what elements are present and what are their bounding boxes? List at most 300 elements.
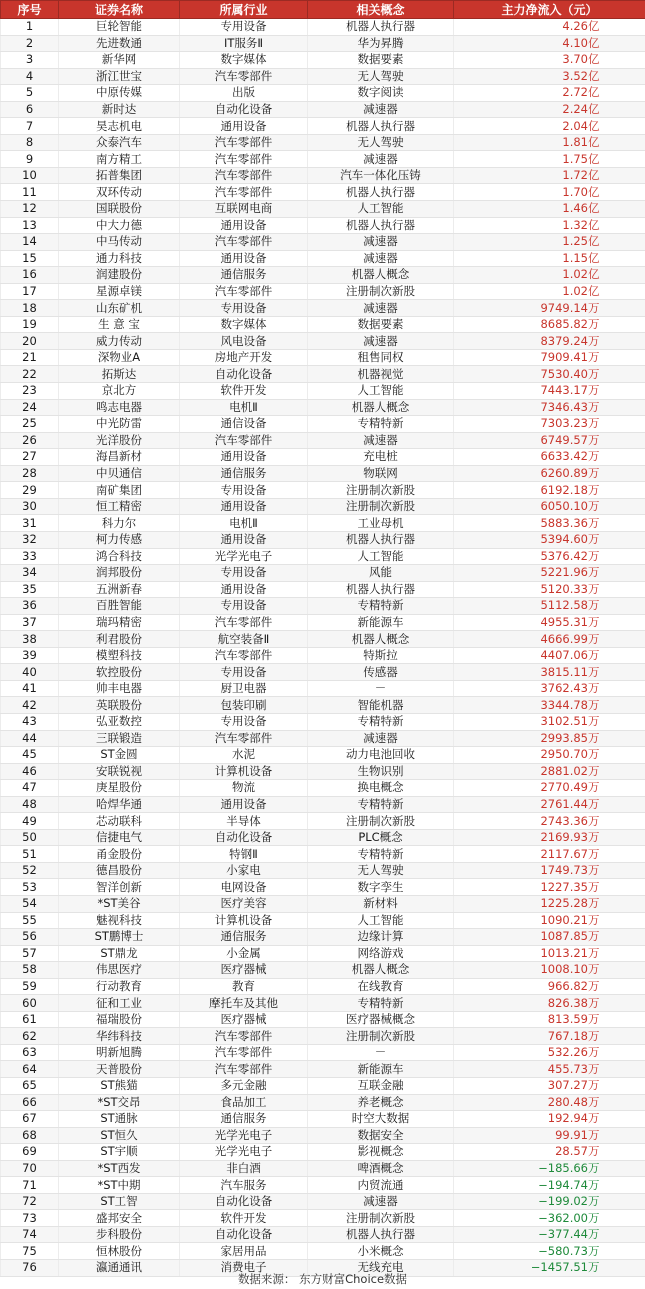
- industry-cell: 出版: [180, 85, 308, 102]
- table-row[interactable]: [1, 134, 645, 151]
- net-inflow-cell: 2743.36万: [454, 813, 645, 830]
- stock-name-cell: 百胜智能: [59, 598, 180, 615]
- stock-name-cell: 鸣志电器: [59, 399, 180, 416]
- net-inflow-cell: 1.75亿: [454, 151, 645, 168]
- stock-name-cell: 五洲新春: [59, 581, 180, 598]
- concept-cell: 风能: [308, 565, 454, 582]
- industry-cell: 通信服务: [180, 465, 308, 482]
- table-row[interactable]: [1, 349, 645, 366]
- net-inflow-cell: 1008.10万: [454, 962, 645, 979]
- concept-cell: 专精特新: [308, 995, 454, 1012]
- industry-cell: 非白酒: [180, 1160, 308, 1177]
- net-inflow-cell: 4.26亿: [454, 19, 645, 36]
- net-inflow-cell: 966.82万: [454, 978, 645, 995]
- net-inflow-cell: 813.59万: [454, 1011, 645, 1028]
- concept-cell: 物联网: [308, 465, 454, 482]
- table-row[interactable]: [1, 697, 645, 714]
- industry-cell: 包装印刷: [180, 697, 308, 714]
- net-inflow-cell: 1749.73万: [454, 862, 645, 879]
- concept-cell: 机器人执行器: [308, 531, 454, 548]
- table-row[interactable]: [1, 118, 645, 135]
- concept-cell: 数字孪生: [308, 879, 454, 896]
- rank-cell: 47: [1, 780, 59, 797]
- concept-cell: 机器人概念: [308, 399, 454, 416]
- stock-name-cell: 征和工业: [59, 995, 180, 1012]
- stock-name-cell: 威力传动: [59, 333, 180, 350]
- rank-cell: 27: [1, 449, 59, 466]
- rank-cell: 11: [1, 184, 59, 201]
- stock-name-cell: 中贝通信: [59, 465, 180, 482]
- rank-cell: 24: [1, 399, 59, 416]
- table-row[interactable]: [1, 201, 645, 218]
- concept-cell: 专精特新: [308, 416, 454, 433]
- concept-cell: 时空大数据: [308, 1111, 454, 1128]
- table-row[interactable]: [1, 316, 645, 333]
- stock-name-cell: 安联锐视: [59, 763, 180, 780]
- concept-cell: 机器人概念: [308, 962, 454, 979]
- net-inflow-cell: 5112.58万: [454, 598, 645, 615]
- table-row[interactable]: [1, 68, 645, 85]
- table-row[interactable]: [1, 1160, 645, 1177]
- table-row[interactable]: [1, 184, 645, 201]
- table-row[interactable]: [1, 217, 645, 234]
- concept-cell: 专精特新: [308, 713, 454, 730]
- industry-cell: 汽车零部件: [180, 283, 308, 300]
- table-row[interactable]: [1, 548, 645, 565]
- net-inflow-cell: 3344.78万: [454, 697, 645, 714]
- industry-cell: 通用设备: [180, 250, 308, 267]
- table-row[interactable]: [1, 85, 645, 102]
- concept-cell: 专精特新: [308, 796, 454, 813]
- rank-cell: 20: [1, 333, 59, 350]
- industry-cell: 教育: [180, 978, 308, 995]
- net-inflow-cell: 6749.57万: [454, 432, 645, 449]
- table-row[interactable]: [1, 1061, 645, 1078]
- industry-cell: 通用设备: [180, 118, 308, 135]
- industry-cell: 通用设备: [180, 498, 308, 515]
- industry-cell: 物流: [180, 780, 308, 797]
- rank-cell: 43: [1, 713, 59, 730]
- concept-cell: 人工智能: [308, 548, 454, 565]
- rank-cell: 58: [1, 962, 59, 979]
- rank-cell: 51: [1, 846, 59, 863]
- concept-cell: 充电桩: [308, 449, 454, 466]
- table-row[interactable]: [1, 945, 645, 962]
- industry-cell: 计算机设备: [180, 763, 308, 780]
- stock-name-cell: 海昌新材: [59, 449, 180, 466]
- rank-cell: 73: [1, 1210, 59, 1227]
- rank-cell: 66: [1, 1094, 59, 1111]
- industry-cell: 光学光电子: [180, 548, 308, 565]
- header-stock-name[interactable]: 证券名称: [59, 1, 180, 19]
- table-row[interactable]: [1, 598, 645, 615]
- concept-cell: 减速器: [308, 151, 454, 168]
- concept-cell: 无人驾驶: [308, 68, 454, 85]
- concept-cell: 新能源车: [308, 1061, 454, 1078]
- stock-name-cell: 甬金股份: [59, 846, 180, 863]
- table-row[interactable]: [1, 432, 645, 449]
- rank-cell: 50: [1, 829, 59, 846]
- header-industry[interactable]: 所属行业: [180, 1, 308, 19]
- industry-cell: 汽车零部件: [180, 167, 308, 184]
- table-row[interactable]: [1, 565, 645, 582]
- rank-cell: 75: [1, 1243, 59, 1260]
- table-row[interactable]: [1, 416, 645, 433]
- stock-name-cell: 瀛通通讯: [59, 1260, 180, 1277]
- table-row[interactable]: [1, 962, 645, 979]
- net-inflow-cell: 2117.67万: [454, 846, 645, 863]
- rank-cell: 30: [1, 498, 59, 515]
- stock-name-cell: 帅丰电器: [59, 680, 180, 697]
- concept-cell: 注册制次新股: [308, 498, 454, 515]
- stock-name-cell: *ST美谷: [59, 895, 180, 912]
- table-row[interactable]: [1, 995, 645, 1012]
- stock-name-cell: 魅视科技: [59, 912, 180, 929]
- stock-name-cell: 明新旭腾: [59, 1044, 180, 1061]
- net-inflow-cell: 1227.35万: [454, 879, 645, 896]
- industry-cell: 小家电: [180, 862, 308, 879]
- industry-cell: IT服务Ⅱ: [180, 35, 308, 52]
- table-row[interactable]: [1, 1193, 645, 1210]
- table-row[interactable]: [1, 333, 645, 350]
- stock-name-cell: 天普股份: [59, 1061, 180, 1078]
- table-row[interactable]: [1, 250, 645, 267]
- stock-name-cell: 昊志机电: [59, 118, 180, 135]
- industry-cell: 自动化设备: [180, 366, 308, 383]
- stock-name-cell: 先进数通: [59, 35, 180, 52]
- stock-name-cell: 行动教育: [59, 978, 180, 995]
- table-row[interactable]: [1, 879, 645, 896]
- table-body: [1, 19, 645, 1277]
- rank-cell: 12: [1, 201, 59, 218]
- stock-name-cell: 步科股份: [59, 1226, 180, 1243]
- table-row[interactable]: [1, 1094, 645, 1111]
- industry-cell: 多元金融: [180, 1078, 308, 1095]
- net-inflow-cell: 1.81亿: [454, 134, 645, 151]
- table-row[interactable]: [1, 1011, 645, 1028]
- table-row[interactable]: [1, 1243, 645, 1260]
- net-inflow-cell: 3.52亿: [454, 68, 645, 85]
- table-row[interactable]: [1, 680, 645, 697]
- table-row[interactable]: [1, 283, 645, 300]
- concept-cell: 人工智能: [308, 201, 454, 218]
- rank-cell: 65: [1, 1078, 59, 1095]
- net-inflow-cell: −185.66万: [454, 1160, 645, 1177]
- industry-cell: 电网设备: [180, 879, 308, 896]
- stock-name-cell: *ST中期: [59, 1177, 180, 1194]
- industry-cell: 食品加工: [180, 1094, 308, 1111]
- rank-cell: 32: [1, 531, 59, 548]
- industry-cell: 汽车服务: [180, 1177, 308, 1194]
- stock-name-cell: 星源卓镁: [59, 283, 180, 300]
- net-inflow-cell: 4407.06万: [454, 647, 645, 664]
- rank-cell: 10: [1, 167, 59, 184]
- net-inflow-cell: 1087.85万: [454, 929, 645, 946]
- net-inflow-cell: −362.00万: [454, 1210, 645, 1227]
- rank-cell: 53: [1, 879, 59, 896]
- table-row[interactable]: [1, 1044, 645, 1061]
- table-row[interactable]: [1, 747, 645, 764]
- table-row[interactable]: [1, 1144, 645, 1161]
- net-inflow-cell: 4666.99万: [454, 631, 645, 648]
- rank-cell: 38: [1, 631, 59, 648]
- stock-name-cell: 瑞玛精密: [59, 614, 180, 631]
- rank-cell: 15: [1, 250, 59, 267]
- industry-cell: 自动化设备: [180, 1226, 308, 1243]
- rank-cell: 7: [1, 118, 59, 135]
- rank-cell: 44: [1, 730, 59, 747]
- concept-cell: 机器人执行器: [308, 581, 454, 598]
- concept-cell: 人工智能: [308, 912, 454, 929]
- concept-cell: 边缘计算: [308, 929, 454, 946]
- rank-cell: 22: [1, 366, 59, 383]
- industry-cell: 风电设备: [180, 333, 308, 350]
- rank-cell: 57: [1, 945, 59, 962]
- rank-cell: 64: [1, 1061, 59, 1078]
- concept-cell: 注册制次新股: [308, 813, 454, 830]
- net-inflow-cell: 1.25亿: [454, 234, 645, 251]
- stock-name-cell: 信捷电气: [59, 829, 180, 846]
- industry-cell: 通信服务: [180, 1111, 308, 1128]
- table-row[interactable]: [1, 366, 645, 383]
- stock-name-cell: 恒林股份: [59, 1243, 180, 1260]
- rank-cell: 69: [1, 1144, 59, 1161]
- table-row[interactable]: [1, 101, 645, 118]
- rank-cell: 34: [1, 565, 59, 582]
- concept-cell: 人工智能: [308, 383, 454, 400]
- table-row[interactable]: [1, 465, 645, 482]
- stock-name-cell: 众泰汽车: [59, 134, 180, 151]
- rank-cell: 28: [1, 465, 59, 482]
- table-row[interactable]: [1, 449, 645, 466]
- table-row[interactable]: [1, 581, 645, 598]
- net-inflow-cell: 280.48万: [454, 1094, 645, 1111]
- industry-cell: 通用设备: [180, 217, 308, 234]
- concept-cell: 机器人概念: [308, 631, 454, 648]
- stock-name-cell: 巨轮智能: [59, 19, 180, 36]
- rank-cell: 52: [1, 862, 59, 879]
- net-inflow-cell: 307.27万: [454, 1078, 645, 1095]
- rank-cell: 36: [1, 598, 59, 615]
- stock-name-cell: ST工智: [59, 1193, 180, 1210]
- net-inflow-cell: 3762.43万: [454, 680, 645, 697]
- industry-cell: 通用设备: [180, 449, 308, 466]
- stock-name-cell: *ST西发: [59, 1160, 180, 1177]
- table-header: [1, 1, 645, 19]
- stock-name-cell: 庚星股份: [59, 780, 180, 797]
- concept-cell: 注册制次新股: [308, 1028, 454, 1045]
- net-inflow-cell: 3.70亿: [454, 52, 645, 69]
- table-row[interactable]: [1, 763, 645, 780]
- industry-cell: 专用设备: [180, 565, 308, 582]
- concept-cell: 啤酒概念: [308, 1160, 454, 1177]
- industry-cell: 汽车零部件: [180, 614, 308, 631]
- industry-cell: 专用设备: [180, 664, 308, 681]
- net-inflow-cell: 1.32亿: [454, 217, 645, 234]
- industry-cell: 汽车零部件: [180, 151, 308, 168]
- industry-cell: 汽车零部件: [180, 432, 308, 449]
- industry-cell: 电机Ⅱ: [180, 515, 308, 532]
- stock-name-cell: 英联股份: [59, 697, 180, 714]
- stock-name-cell: 拓斯达: [59, 366, 180, 383]
- concept-cell: 注册制次新股: [308, 1210, 454, 1227]
- concept-cell: 减速器: [308, 250, 454, 267]
- table-row[interactable]: [1, 912, 645, 929]
- stock-name-cell: 深物业A: [59, 349, 180, 366]
- concept-cell: 租售同权: [308, 349, 454, 366]
- stock-name-cell: 柯力传感: [59, 531, 180, 548]
- rank-cell: 35: [1, 581, 59, 598]
- industry-cell: 软件开发: [180, 1210, 308, 1227]
- net-inflow-cell: 5221.96万: [454, 565, 645, 582]
- concept-cell: 工业母机: [308, 515, 454, 532]
- stock-name-cell: 三联锻造: [59, 730, 180, 747]
- table-row[interactable]: [1, 1226, 645, 1243]
- table-row[interactable]: [1, 19, 645, 36]
- rank-cell: 49: [1, 813, 59, 830]
- table-row[interactable]: [1, 978, 645, 995]
- rank-cell: 19: [1, 316, 59, 333]
- table-row[interactable]: [1, 614, 645, 631]
- table-row[interactable]: [1, 498, 645, 515]
- concept-cell: 减速器: [308, 333, 454, 350]
- concept-cell: 机器人执行器: [308, 184, 454, 201]
- stock-name-cell: 润建股份: [59, 267, 180, 284]
- net-inflow-cell: 1.02亿: [454, 267, 645, 284]
- industry-cell: 汽车零部件: [180, 184, 308, 201]
- industry-cell: 汽车零部件: [180, 1061, 308, 1078]
- net-inflow-cell: 1013.21万: [454, 945, 645, 962]
- rank-cell: 74: [1, 1226, 59, 1243]
- industry-cell: 特钢Ⅱ: [180, 846, 308, 863]
- header-rank[interactable]: 序号: [1, 1, 59, 19]
- table-row[interactable]: [1, 713, 645, 730]
- net-inflow-cell: 7443.17万: [454, 383, 645, 400]
- concept-cell: 注册制次新股: [308, 482, 454, 499]
- table-row[interactable]: [1, 515, 645, 532]
- table-row[interactable]: [1, 631, 645, 648]
- table-row[interactable]: [1, 167, 645, 184]
- industry-cell: 汽车零部件: [180, 1044, 308, 1061]
- stock-name-cell: 芯动联科: [59, 813, 180, 830]
- concept-cell: 减速器: [308, 101, 454, 118]
- industry-cell: 航空装备Ⅱ: [180, 631, 308, 648]
- concept-cell: 无人驾驶: [308, 862, 454, 879]
- stock-name-cell: 新时达: [59, 101, 180, 118]
- concept-cell: 无线充电: [308, 1260, 454, 1277]
- table-row[interactable]: [1, 383, 645, 400]
- industry-cell: 光学光电子: [180, 1144, 308, 1161]
- table-row[interactable]: [1, 151, 645, 168]
- rank-cell: 6: [1, 101, 59, 118]
- table-row[interactable]: [1, 813, 645, 830]
- table-row[interactable]: [1, 35, 645, 52]
- net-inflow-cell: 5120.33万: [454, 581, 645, 598]
- header-net-inflow[interactable]: 主力净流入（元）: [454, 1, 645, 19]
- rank-cell: 46: [1, 763, 59, 780]
- table-row[interactable]: [1, 664, 645, 681]
- table-row[interactable]: [1, 300, 645, 317]
- table-row[interactable]: [1, 1078, 645, 1095]
- stock-name-cell: 德昌股份: [59, 862, 180, 879]
- table-row[interactable]: [1, 796, 645, 813]
- net-inflow-cell: 2169.93万: [454, 829, 645, 846]
- industry-cell: 专用设备: [180, 482, 308, 499]
- stock-name-cell: 润邦股份: [59, 565, 180, 582]
- table-row[interactable]: [1, 730, 645, 747]
- table-row[interactable]: [1, 1210, 645, 1227]
- net-inflow-cell: −377.44万: [454, 1226, 645, 1243]
- rank-cell: 48: [1, 796, 59, 813]
- table-row[interactable]: [1, 862, 645, 879]
- table-row[interactable]: [1, 531, 645, 548]
- industry-cell: 房地产开发: [180, 349, 308, 366]
- rank-cell: 45: [1, 747, 59, 764]
- net-inflow-cell: 7303.23万: [454, 416, 645, 433]
- table-row[interactable]: [1, 895, 645, 912]
- rank-cell: 1: [1, 19, 59, 36]
- net-inflow-cell: 455.73万: [454, 1061, 645, 1078]
- table-row[interactable]: [1, 929, 645, 946]
- rank-cell: 40: [1, 664, 59, 681]
- industry-cell: 水泥: [180, 747, 308, 764]
- header-concept[interactable]: 相关概念: [308, 1, 454, 19]
- industry-cell: 汽车零部件: [180, 68, 308, 85]
- industry-cell: 汽车零部件: [180, 234, 308, 251]
- concept-cell: 医疗器械概念: [308, 1011, 454, 1028]
- stock-name-cell: ST鼎龙: [59, 945, 180, 962]
- rank-cell: 25: [1, 416, 59, 433]
- net-inflow-cell: 532.26万: [454, 1044, 645, 1061]
- rank-cell: 41: [1, 680, 59, 697]
- concept-cell: 无人驾驶: [308, 134, 454, 151]
- concept-cell: PLC概念: [308, 829, 454, 846]
- net-inflow-cell: 8685.82万: [454, 316, 645, 333]
- table-row[interactable]: [1, 52, 645, 69]
- table-row[interactable]: [1, 1111, 645, 1128]
- net-inflow-cell: 6050.10万: [454, 498, 645, 515]
- rank-cell: 26: [1, 432, 59, 449]
- table-row[interactable]: [1, 846, 645, 863]
- table-row[interactable]: [1, 1177, 645, 1194]
- rank-cell: 16: [1, 267, 59, 284]
- stock-name-cell: 京北方: [59, 383, 180, 400]
- stock-name-cell: 弘亚数控: [59, 713, 180, 730]
- stock-name-cell: ST恒久: [59, 1127, 180, 1144]
- table-row[interactable]: [1, 780, 645, 797]
- table-row[interactable]: [1, 399, 645, 416]
- industry-cell: 家居用品: [180, 1243, 308, 1260]
- net-inflow-cell: 8379.24万: [454, 333, 645, 350]
- rank-cell: 67: [1, 1111, 59, 1128]
- rank-cell: 68: [1, 1127, 59, 1144]
- rank-cell: 63: [1, 1044, 59, 1061]
- table-row[interactable]: [1, 267, 645, 284]
- table-row[interactable]: [1, 647, 645, 664]
- table-row[interactable]: [1, 482, 645, 499]
- concept-cell: 减速器: [308, 1193, 454, 1210]
- concept-cell: 机器人执行器: [308, 217, 454, 234]
- concept-cell: 机器人执行器: [308, 1226, 454, 1243]
- stock-name-cell: 软控股份: [59, 664, 180, 681]
- rank-cell: 5: [1, 85, 59, 102]
- rank-cell: 60: [1, 995, 59, 1012]
- table-row[interactable]: [1, 234, 645, 251]
- table-row[interactable]: [1, 1127, 645, 1144]
- table-row[interactable]: [1, 1028, 645, 1045]
- table-row[interactable]: [1, 829, 645, 846]
- rank-cell: 14: [1, 234, 59, 251]
